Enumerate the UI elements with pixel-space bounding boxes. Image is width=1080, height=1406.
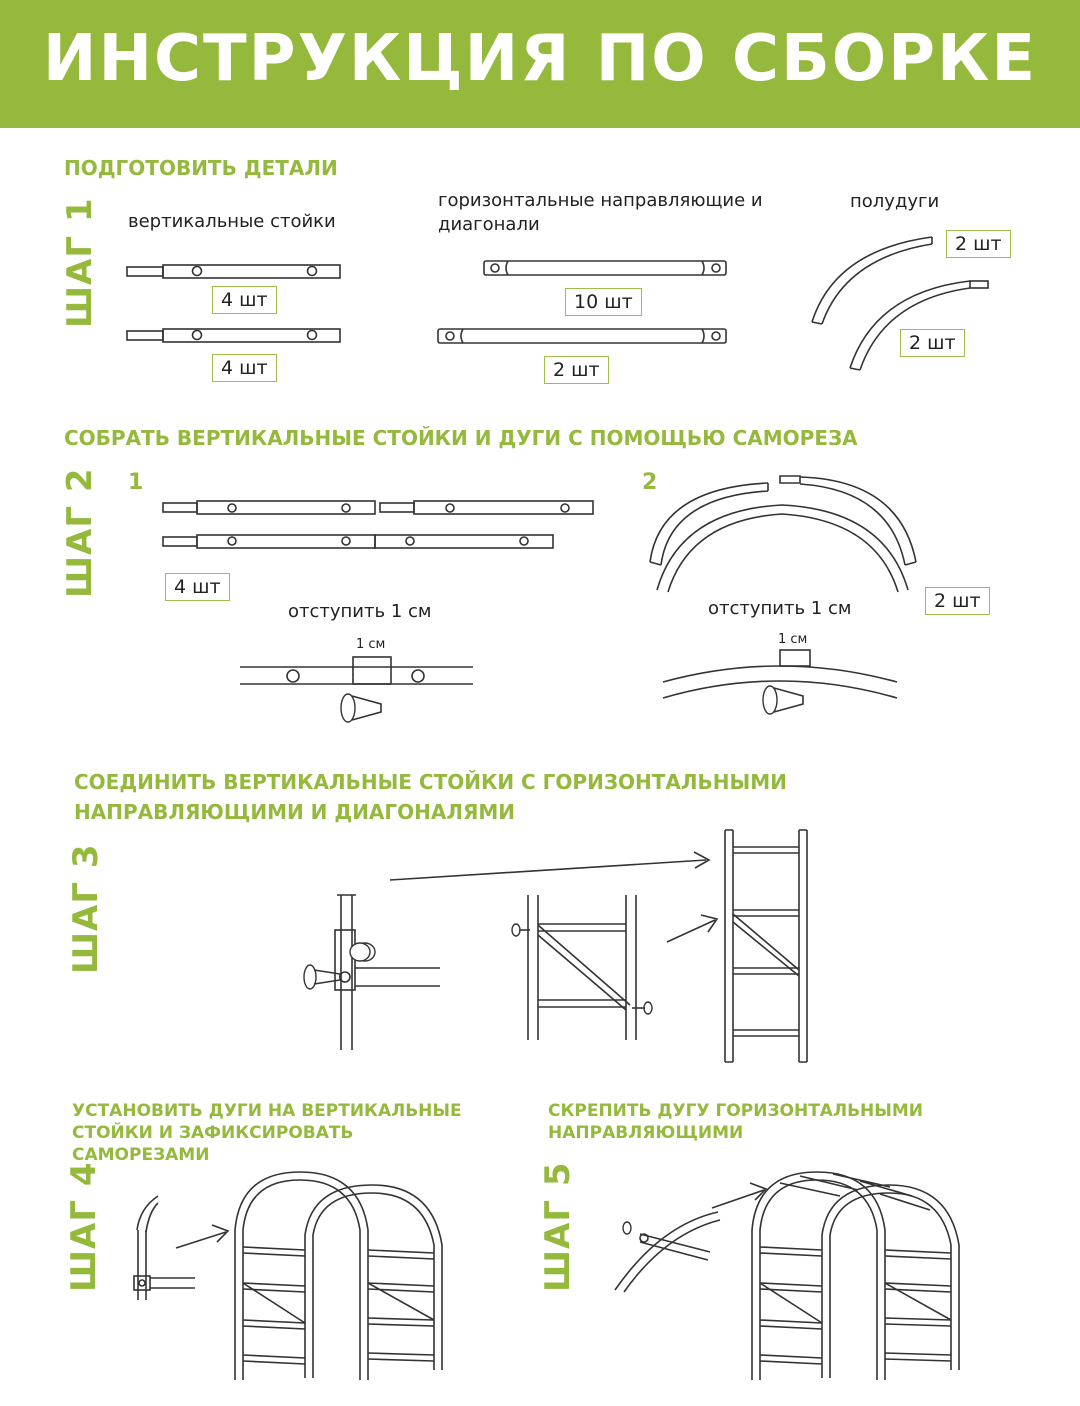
diagonal-part xyxy=(438,329,726,343)
joined-arc xyxy=(650,476,916,592)
left-cm-label: 1 см xyxy=(356,637,386,652)
substep-2-number: 2 xyxy=(642,470,658,495)
post-rail-joint xyxy=(304,895,440,1050)
arch-frame-step5 xyxy=(752,1172,959,1380)
step4-label: ШАГ 4 xyxy=(64,1161,104,1292)
half-arc-part xyxy=(812,237,932,324)
vertical-qty-b: 4 шт xyxy=(212,354,277,382)
step1-heading: ПОДГОТОВИТЬ ДЕТАЛИ xyxy=(64,156,338,180)
arch-frame-step4 xyxy=(235,1172,442,1380)
right-offset-label: отступить 1 см xyxy=(708,598,852,619)
horizontal-qty-b: 2 шт xyxy=(544,356,609,384)
right-cm-label: 1 см xyxy=(778,632,808,647)
step3-label: ШАГ 3 xyxy=(66,843,106,974)
step2-heading: СОБРАТЬ ВЕРТИКАЛЬНЫЕ СТОЙКИ И ДУГИ С ПОМОЩЬЮ САМОРЕЗА xyxy=(64,426,858,450)
step2-label: ШАГ 2 xyxy=(60,467,100,598)
half-arc-part xyxy=(850,281,988,370)
horizontal-rail-part xyxy=(484,261,726,275)
step2-right-qty: 2 шт xyxy=(925,587,990,615)
step2-left-qty: 4 шт xyxy=(165,573,230,601)
assembled-side-frame xyxy=(725,830,807,1062)
arcs-qty-b: 2 шт xyxy=(900,329,965,357)
left-offset-label: отступить 1 см xyxy=(288,601,432,622)
arc-screw-detail xyxy=(663,650,897,714)
step5-heading: СКРЕПИТЬ ДУГУ ГОРИЗОНТАЛЬНЫМИ НАПРАВЛЯЮЩИМИ xyxy=(548,1101,924,1143)
post-screw-detail xyxy=(240,657,473,722)
substep-1-number: 1 xyxy=(128,470,144,495)
page-title: ИНСТРУКЦИЯ ПО СБОРКЕ xyxy=(42,22,1038,96)
joined-post xyxy=(163,535,553,548)
vertical-post-part xyxy=(127,329,340,342)
arrow-line xyxy=(390,860,706,880)
step4-heading: УСТАНОВИТЬ ДУГИ НА ВЕРТИКАЛЬНЫЕ СТОЙКИ И ЗАФИКСИРОВАТЬ САМОРЕЗАМИ xyxy=(72,1101,462,1165)
arc-rail-joint xyxy=(615,1212,720,1292)
joined-post xyxy=(163,501,593,514)
step1-label: ШАГ 1 xyxy=(60,197,100,328)
vertical-post-part xyxy=(127,265,340,278)
horizontal-qty-a: 10 шт xyxy=(565,288,642,316)
horizontal-rails-label: горизонтальные направляющие и диагонали xyxy=(438,190,763,235)
diagonal-brace-frame xyxy=(512,895,652,1040)
arcs-qty-a: 2 шт xyxy=(946,230,1011,258)
vertical-qty-a: 4 шт xyxy=(212,286,277,314)
arc-post-joint xyxy=(134,1196,195,1300)
step5-label: ШАГ 5 xyxy=(538,1161,578,1292)
step3-heading: СОЕДИНИТЬ ВЕРТИКАЛЬНЫЕ СТОЙКИ С ГОРИЗОНТАЛЬНЫМИ НАПРАВЛЯЮЩИМИ И ДИАГОНАЛЯМИ xyxy=(74,770,787,824)
vertical-posts-label: вертикальные стойки xyxy=(128,211,336,232)
half-arcs-label: полудуги xyxy=(850,191,940,212)
